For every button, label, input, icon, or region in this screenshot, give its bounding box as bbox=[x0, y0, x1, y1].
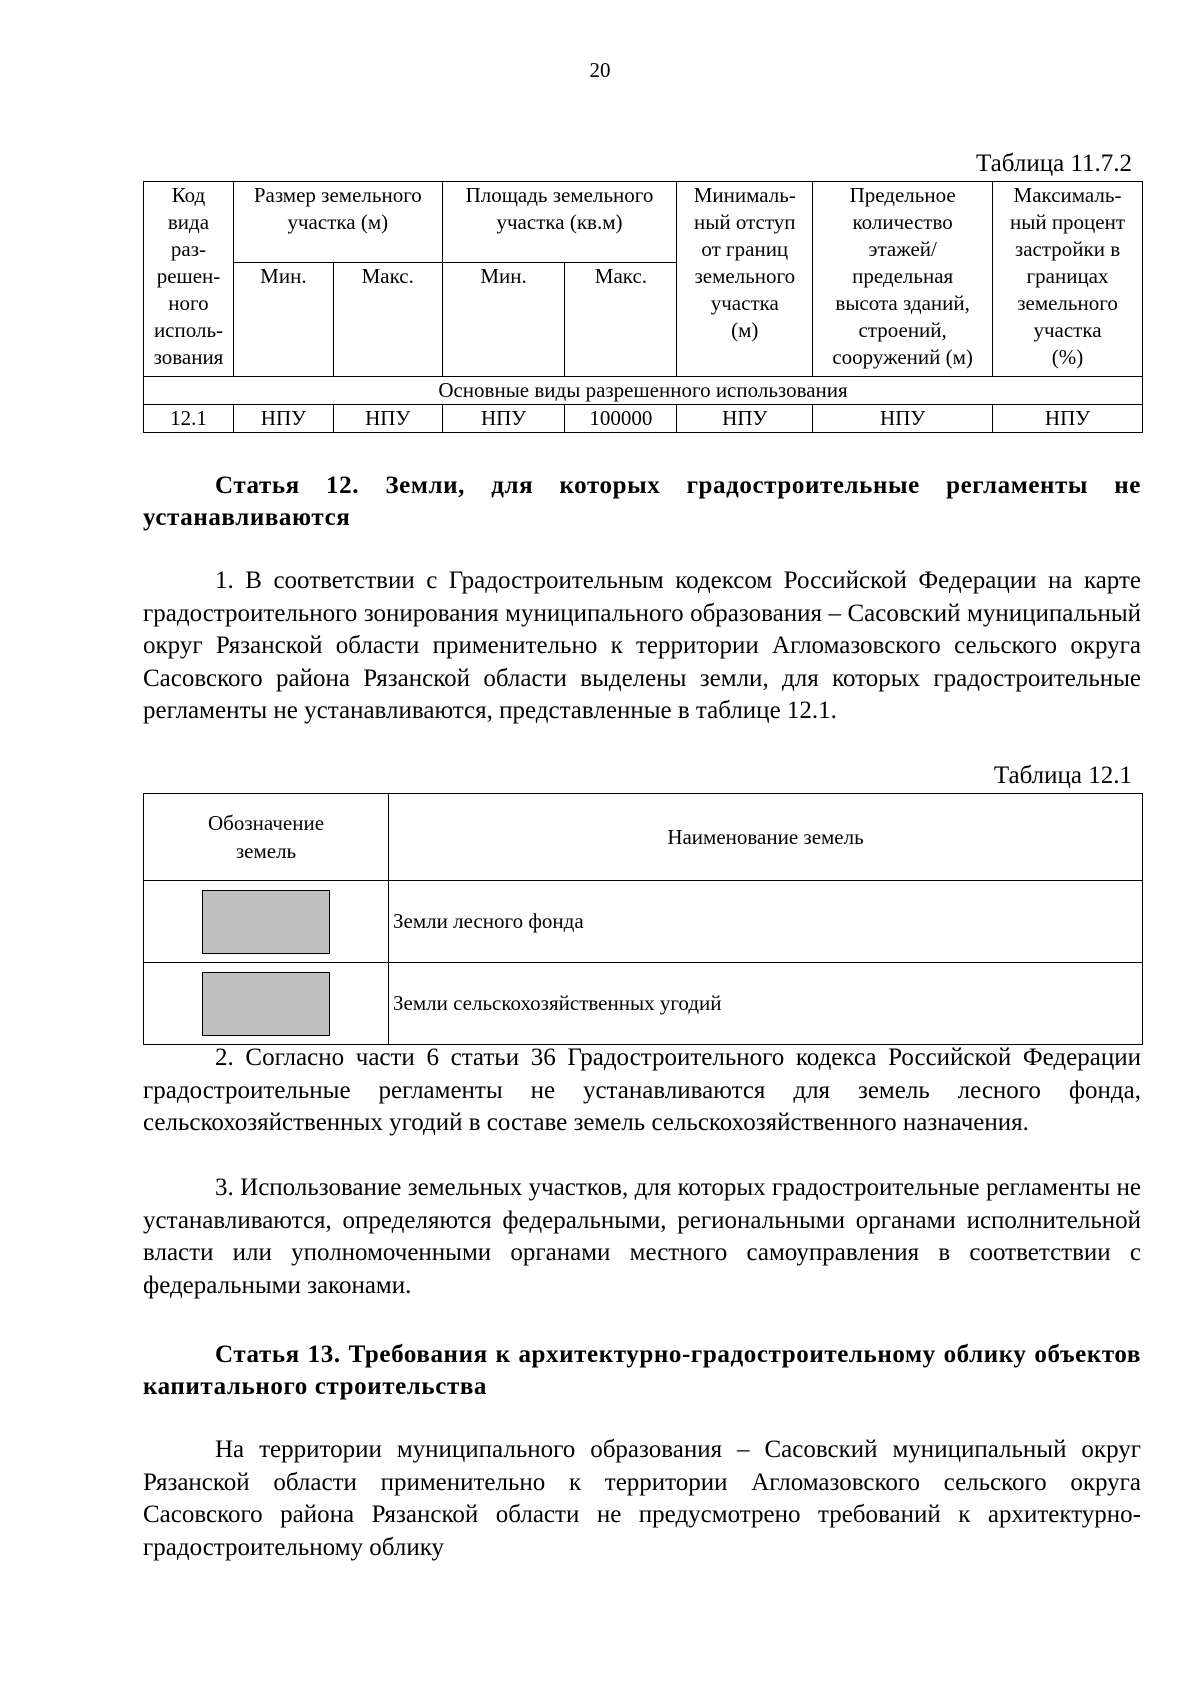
header-floors: Предельное количество этажей/ предельная высота зданий, строений, сооружений (м) bbox=[813, 182, 993, 377]
land-symbol-cell bbox=[144, 881, 389, 963]
header-area-min: Мин. bbox=[442, 263, 565, 377]
land-name: Земли лесного фонда bbox=[389, 881, 1143, 963]
agricultural-land-swatch bbox=[202, 972, 330, 1036]
cell-code: 12.1 bbox=[144, 405, 234, 433]
table-caption-12-1: Таблица 12.1 bbox=[993, 762, 1132, 789]
header-land-name: Наименование земель bbox=[389, 794, 1143, 881]
header-area-max: Макс. bbox=[565, 263, 677, 377]
paragraph-1-text: 1. В соответствии с Градостроительным кодексом Российской Федерации на карте градостроительного зонирования муниципального образования – Сасовский муниципальный округ Рязанской области применительно к территории Агломазовского сельского округа Сасовского района Рязанской области выделены земли, для которых градостроительные регламенты не устанавливаются, представленные в таблице 12.1. bbox=[143, 567, 1141, 724]
table-row bbox=[144, 881, 1143, 963]
article-12-heading bbox=[143, 470, 1141, 534]
table-row bbox=[144, 963, 1143, 1045]
zoning-parameters-table bbox=[143, 181, 1143, 433]
forest-land-swatch bbox=[202, 890, 330, 954]
header-land-symbol: Обозначение земель bbox=[144, 794, 389, 881]
section-label: Основные виды разрешенного использования bbox=[144, 377, 1143, 405]
table-header-row bbox=[144, 182, 1143, 263]
paragraph-1 bbox=[143, 565, 1141, 728]
article-13-heading bbox=[143, 1339, 1141, 1403]
lands-table bbox=[143, 793, 1143, 1045]
paragraph-4 bbox=[143, 1434, 1141, 1564]
cell-size-max: НПУ bbox=[333, 405, 442, 433]
article-12-title: Статья 12. Земли, для которых градостроительные регламенты не устанавливаются bbox=[143, 472, 1141, 531]
page-number: 20 bbox=[589, 58, 611, 82]
paragraph-3 bbox=[143, 1172, 1141, 1302]
land-symbol-cell bbox=[144, 963, 389, 1045]
header-setback: Минималь- ный отступ от границ земельного участка (м) bbox=[677, 182, 813, 377]
paragraph-2 bbox=[143, 1042, 1141, 1140]
cell-area-max: 100000 bbox=[565, 405, 677, 433]
header-size-min: Мин. bbox=[233, 263, 333, 377]
header-code: Код вида раз- решен- ного исполь- зования bbox=[144, 182, 234, 377]
lands-table-header bbox=[144, 794, 1143, 881]
header-percent: Максималь- ный процент застройки в границах земельного участка (%) bbox=[993, 182, 1143, 377]
paragraph-3-text: 3. Использование земельных участков, для которых градостроительные регламенты не устанавливаются, определяются федеральными, региональными органами исполнительной власти или уполномоченными органами местного самоуправления в соответствии с федеральными законами. bbox=[143, 1174, 1141, 1299]
article-13-title: Статья 13. Требования к архитектурно-градостроительному облику объектов капитального строительства bbox=[143, 1341, 1141, 1400]
header-area: Площадь земельного участка (кв.м) bbox=[442, 182, 677, 263]
header-size-max: Макс. bbox=[333, 263, 442, 377]
header-size: Размер земельного участка (м) bbox=[233, 182, 442, 263]
table-section-row bbox=[144, 377, 1143, 405]
paragraph-2-text: 2. Согласно части 6 статьи 36 Градостроительного кодекса Российской Федерации градостроительные регламенты не устанавливаются для земель лесного фонда, сельскохозяйственных угодий в составе земель сельскохозяйственного назначения. bbox=[143, 1044, 1141, 1136]
land-name: Земли сельскохозяйственных угодий bbox=[389, 963, 1143, 1045]
cell-setback: НПУ bbox=[677, 405, 813, 433]
cell-size-min: НПУ bbox=[233, 405, 333, 433]
cell-floors: НПУ bbox=[813, 405, 993, 433]
cell-percent: НПУ bbox=[993, 405, 1143, 433]
paragraph-4-text: На территории муниципального образования – Сасовский муниципальный округ Рязанской области применительно к территории Агломазовского сельского округа Сасовского района Рязанской области не предусмотрено требований к архитектурно-градостроительному облику bbox=[143, 1436, 1141, 1561]
table-caption-11-7-2: Таблица 11.7.2 bbox=[976, 150, 1132, 177]
cell-area-min: НПУ bbox=[442, 405, 565, 433]
table-row bbox=[144, 405, 1143, 433]
